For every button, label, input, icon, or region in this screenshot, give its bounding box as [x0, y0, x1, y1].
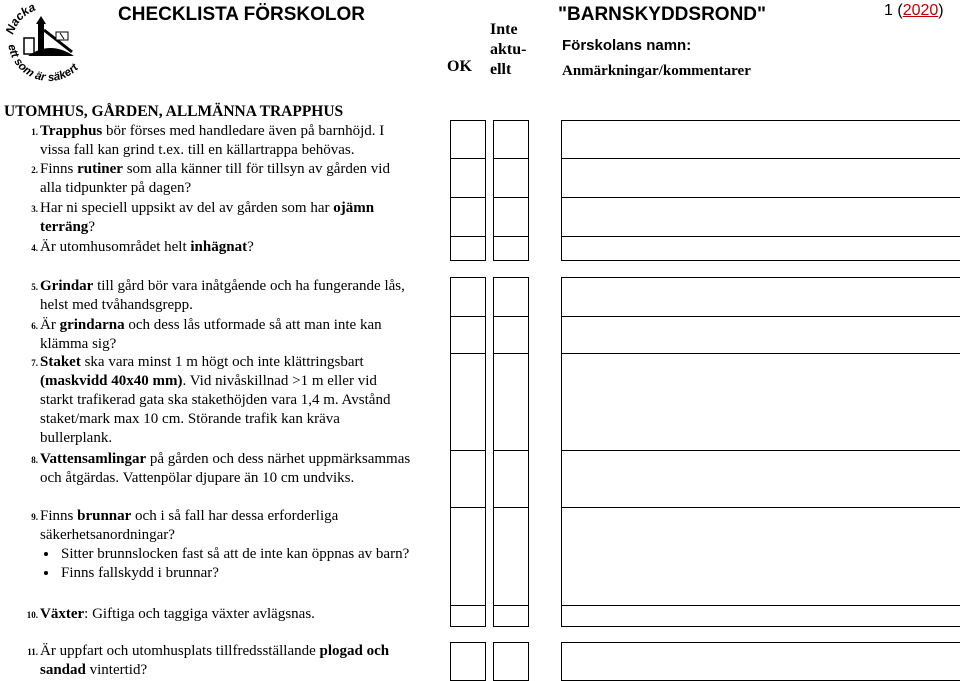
item-text-bold: inhägnat [190, 239, 248, 255]
item-text-part: : Giftiga och taggiga växter avlägsnas. [84, 606, 315, 622]
ok-checkbox[interactable] [450, 353, 486, 451]
page-subtitle: "BARNSKYDDSROND" [558, 4, 767, 25]
item-number: 10. [26, 610, 38, 620]
item-number: 6. [31, 321, 38, 331]
comment-field[interactable] [561, 353, 960, 451]
item-text-part: och i så fall har dessa erforderliga säkerhetsanordningar? [40, 508, 339, 543]
item-text-bold: Grindar [40, 278, 94, 294]
ok-checkbox[interactable] [450, 507, 486, 606]
ok-checkbox[interactable] [450, 120, 486, 159]
not-relevant-checkbox[interactable] [493, 507, 529, 606]
item-text [40, 238, 412, 257]
item-text-part: Är uppfart och utomhusplats tillfredsställande [40, 643, 320, 659]
page-title: CHECKLISTA FÖRSKOLOR [118, 4, 365, 25]
item-text-part: Finns [40, 508, 78, 524]
comment-field[interactable] [561, 197, 960, 237]
item-text-bold: rutiner [77, 161, 123, 177]
comment-field[interactable] [561, 642, 960, 681]
not-relevant-checkbox[interactable] [493, 236, 529, 261]
comment-field[interactable] [561, 277, 960, 317]
item-text [40, 605, 412, 624]
not-relevant-checkbox[interactable] [493, 158, 529, 198]
comment-field[interactable] [561, 316, 960, 354]
page-number-value: 1 [884, 2, 893, 19]
item-text [40, 277, 412, 315]
item-text-bold: plogad och sandad [40, 643, 390, 678]
item-text-bold: Vattensamlingar [40, 451, 147, 467]
ok-checkbox[interactable] [450, 316, 486, 354]
comment-field[interactable] [561, 158, 960, 198]
item-number: 3. [31, 204, 38, 214]
nacka-logo [2, 0, 98, 86]
item-text-part: på gården och dess närhet uppmärksammas och åtgärdas. Vattenpölar djupare än 10 cm undviks. [40, 451, 411, 486]
comment-field[interactable] [561, 605, 960, 627]
item-text-bold: brunnar [77, 508, 132, 524]
item-text-part: ? [88, 219, 95, 235]
sub-question: • Finns fallskydd i brunnar? [59, 564, 412, 583]
item-number: 5. [31, 282, 38, 292]
item-text-bold: Staket [40, 354, 81, 370]
item-text [40, 353, 412, 448]
item-text-bold: Växter [40, 606, 85, 622]
not-relevant-checkbox[interactable] [493, 353, 529, 451]
item-text-bold: (maskvidd 40x40 mm) [40, 373, 183, 389]
item-text-part: Är utomhusområdet helt [40, 239, 191, 255]
item-text-bold: ojämn terräng [40, 200, 375, 235]
ok-checkbox[interactable] [450, 236, 486, 261]
playground-icon [24, 16, 74, 56]
item-number: 9. [31, 512, 38, 522]
ok-checkbox[interactable] [450, 197, 486, 237]
logo-top-text: Nacka [2, 0, 38, 37]
item-number: 8. [31, 455, 38, 465]
item-text-part: och dess lås utformade så att man inte kan klämma sig? [40, 317, 382, 352]
item-text [40, 642, 412, 680]
ok-checkbox[interactable] [450, 450, 486, 508]
item-number: 4. [31, 243, 38, 253]
comment-field[interactable] [561, 450, 960, 508]
not-relevant-checkbox[interactable] [493, 316, 529, 354]
ok-checkbox[interactable] [450, 605, 486, 627]
section-title: UTOMHUS, GÅRDEN, ALLMÄNNA TRAPPHUS [4, 103, 344, 120]
item-text-part: vintertid? [85, 662, 148, 678]
item-text-part: ? [247, 239, 254, 255]
logo-bottom-text: ett som är säkert [5, 43, 81, 85]
comments-column-header: Anmärkningar/kommentarer [562, 63, 751, 79]
page-number: 1 (2020) [884, 2, 944, 19]
item-text-bold: grindarna [59, 317, 125, 333]
page-year: 2020 [902, 2, 939, 19]
item-text-part: bör förses med handledare även på barnhöjd. I vissa fall kan grind t.ex. till en källartrappa behövas. [40, 123, 385, 158]
not-relevant-checkbox[interactable] [493, 605, 529, 627]
item-text [40, 450, 412, 488]
sub-question-list [40, 545, 412, 583]
sub-question: • Sitter brunnslocken fast så att de inte kan öppnas av barn? [59, 545, 412, 564]
item-text [40, 316, 412, 354]
not-relevant-checkbox[interactable] [493, 277, 529, 317]
item-text-part: till gård bör vara inåtgående och ha fungerande lås, helst med tvåhandsgrepp. [40, 278, 405, 313]
item-number: 11. [27, 647, 38, 657]
not-relevant-checkbox[interactable] [493, 120, 529, 159]
not-relevant-checkbox[interactable] [493, 197, 529, 237]
item-text-part: . Vid nivåskillnad >1 m eller vid starkt trafikerad gata ska stakethöjden vara 1,4 m. Avstånd staket/mark max 10 cm. Störande trafik kan kräva bullerplank. [40, 373, 391, 446]
item-text [40, 160, 412, 198]
not-relevant-checkbox[interactable] [493, 642, 529, 681]
item-number: 1. [31, 127, 38, 137]
item-text-bold: Trapphus [40, 123, 103, 139]
ok-column-header: OK [447, 58, 472, 75]
item-number: 7. [31, 358, 38, 368]
school-name-label: Förskolans namn: [562, 37, 692, 54]
ok-checkbox[interactable] [450, 158, 486, 198]
item-text-part: som alla känner till för tillsyn av gården vid alla tidpunkter på dagen? [40, 161, 390, 196]
item-text [40, 122, 412, 160]
comment-field[interactable] [561, 120, 960, 159]
item-text-part: Finns [40, 161, 78, 177]
svg-text:Nacka [3, 0, 38, 36]
item-text-part: Är [40, 317, 60, 333]
item-text-part: ska vara minst 1 m högt och inte klättringsbart [80, 354, 364, 370]
comment-field[interactable] [561, 236, 960, 261]
item-text-part: Har ni speciell uppsikt av del av gården som har [40, 200, 334, 216]
ok-checkbox[interactable] [450, 277, 486, 317]
ok-checkbox[interactable] [450, 642, 486, 681]
comment-field[interactable] [561, 507, 960, 606]
not-relevant-column-header: Inte aktu- ellt [490, 21, 527, 78]
item-text [40, 199, 412, 237]
item-text [40, 507, 412, 583]
item-number: 2. [31, 165, 38, 175]
not-relevant-checkbox[interactable] [493, 450, 529, 508]
